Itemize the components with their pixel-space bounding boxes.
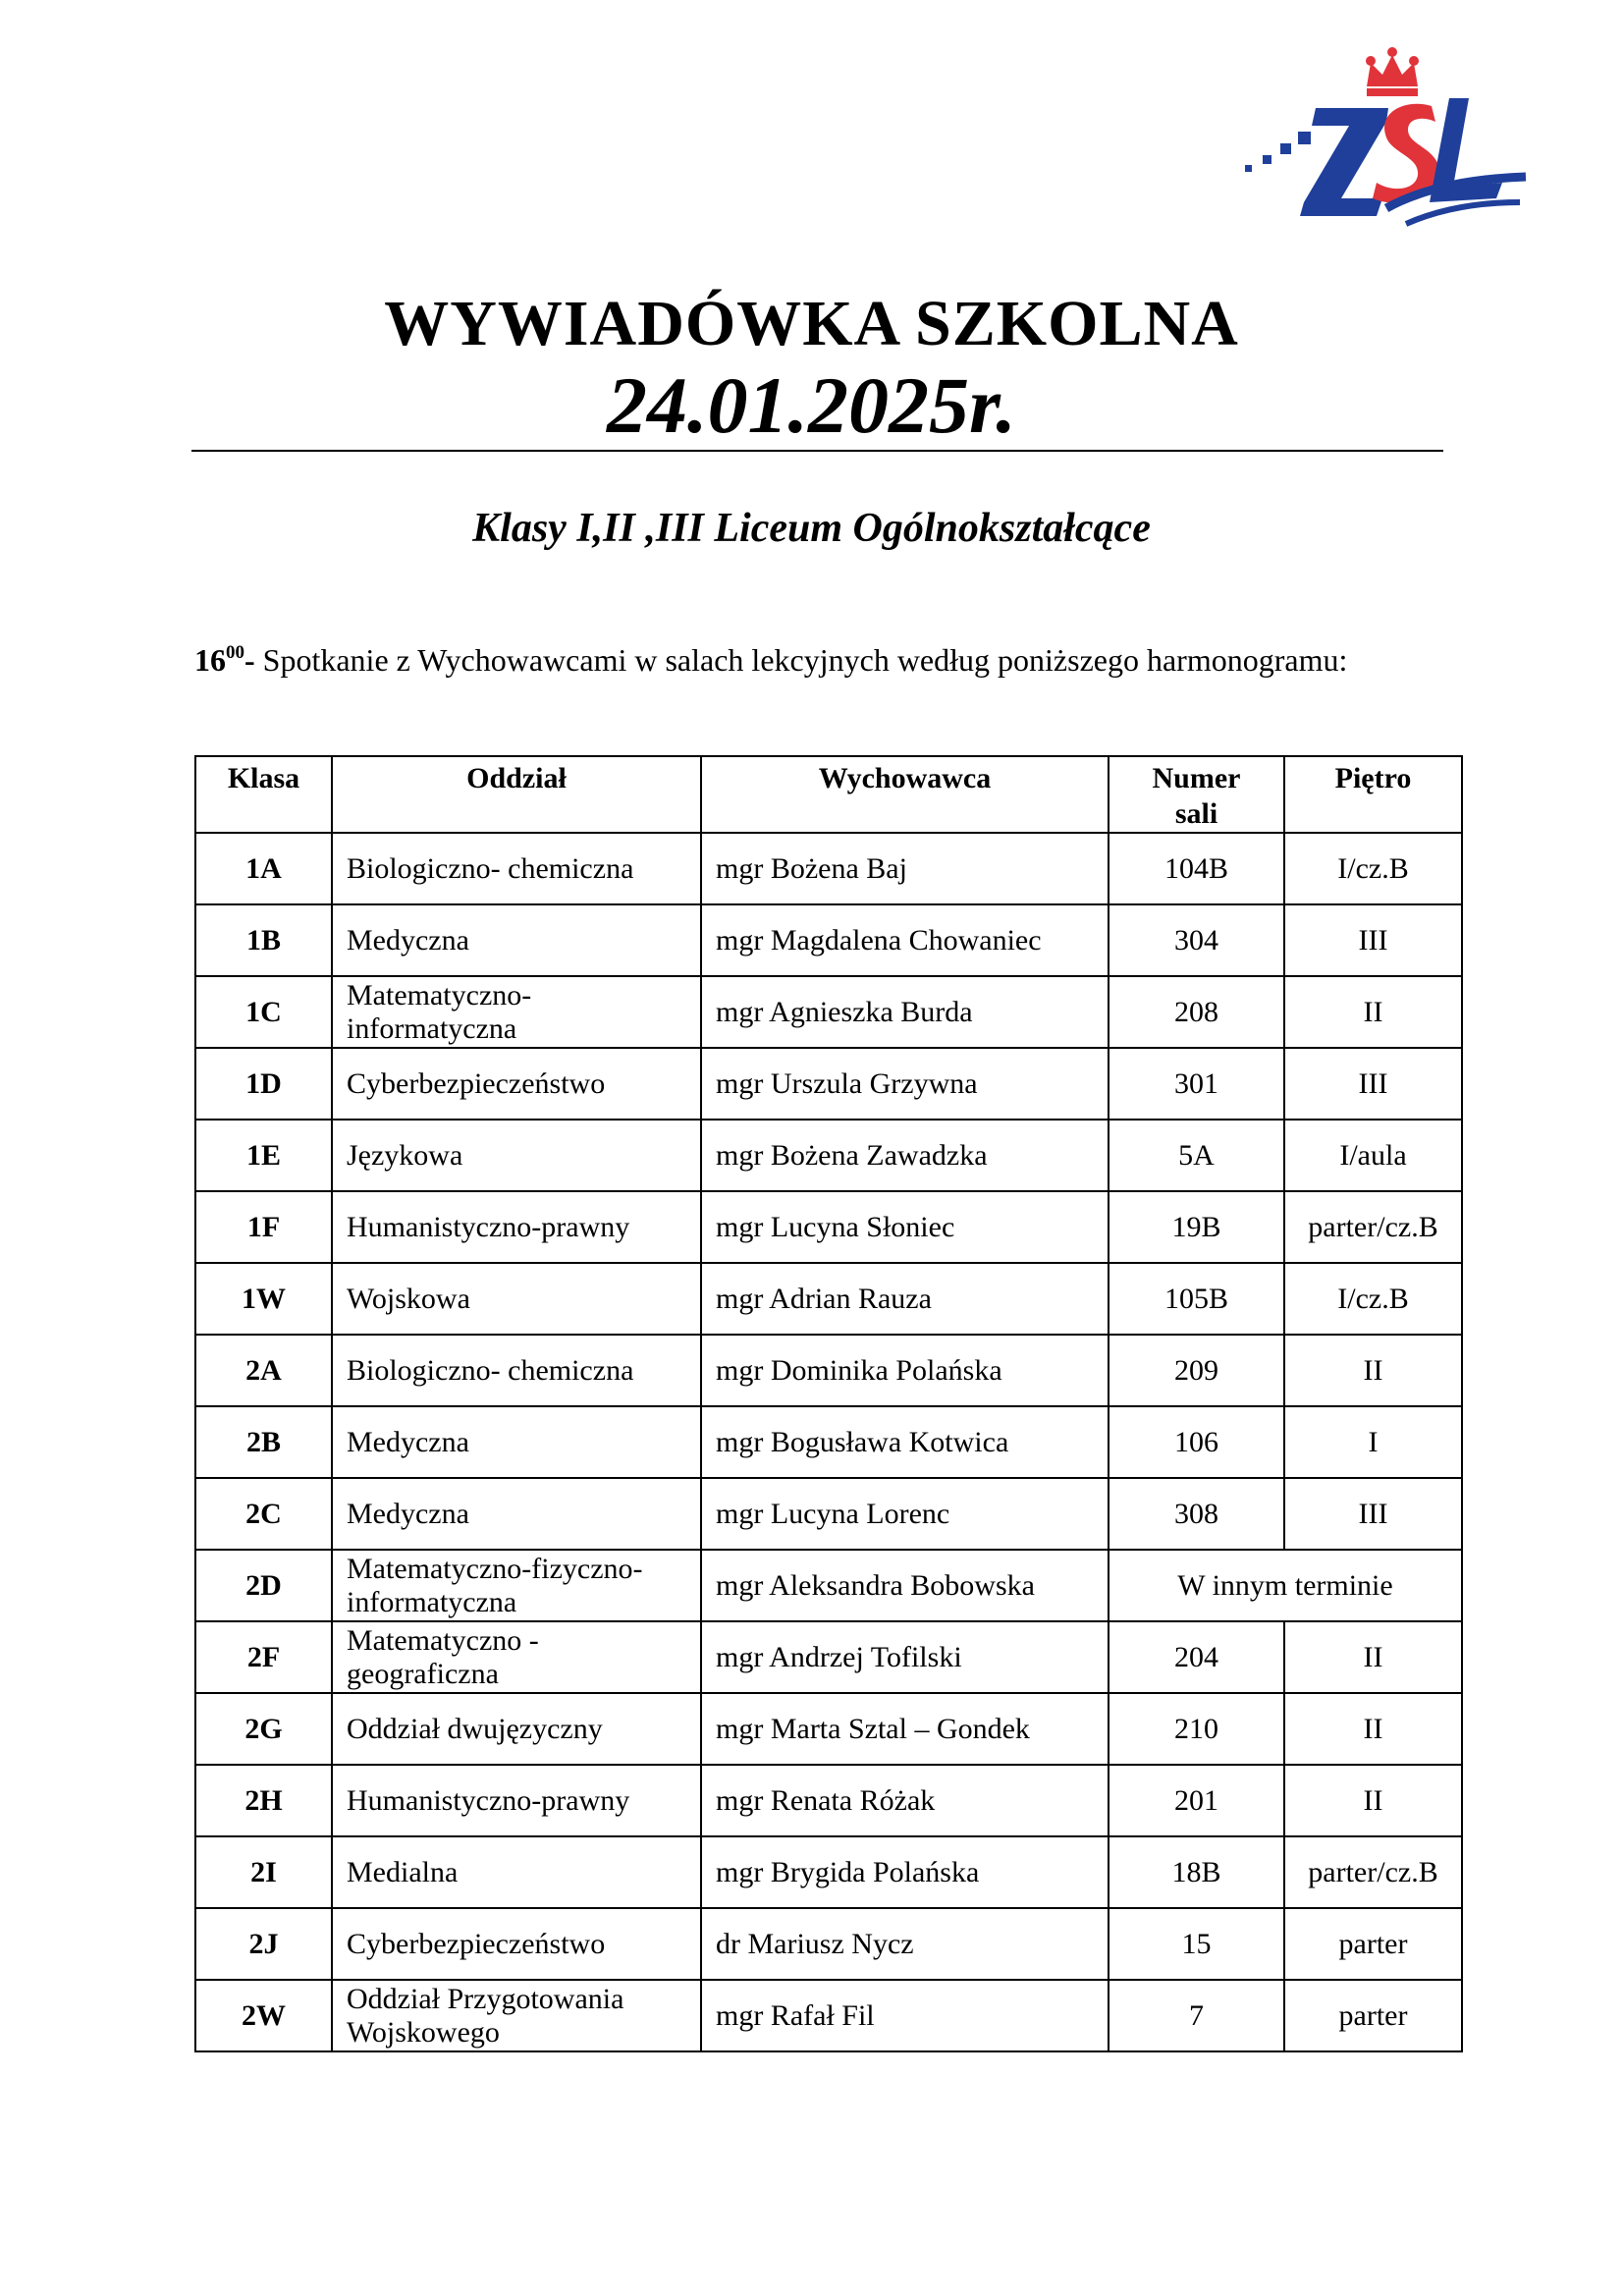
cell-klasa: 2A — [195, 1335, 332, 1406]
cell-numer-sali: 7 — [1109, 1980, 1284, 2051]
table-row — [195, 1406, 1462, 1478]
schedule-table — [194, 755, 1463, 2052]
cell-pietro: I/cz.B — [1284, 1263, 1462, 1335]
cell-klasa: 2G — [195, 1693, 332, 1765]
cell-wychowawca: mgr Lucyna Lorenc — [701, 1478, 1109, 1550]
intro-text — [194, 638, 1471, 682]
cell-numer-sali: 208 — [1109, 976, 1284, 1048]
time-dash: - — [244, 642, 255, 678]
page-title: WYWIADÓWKA SZKOLNA — [384, 288, 1239, 359]
cell-pietro: II — [1284, 1765, 1462, 1836]
table-row — [195, 1980, 1462, 2051]
cell-numer-sali: 5A — [1109, 1120, 1284, 1191]
table-row — [195, 1048, 1462, 1120]
cell-wychowawca: mgr Renata Różak — [701, 1765, 1109, 1836]
cell-klasa: 1B — [195, 904, 332, 976]
cell-klasa: 2C — [195, 1478, 332, 1550]
cell-numer-sali: 308 — [1109, 1478, 1284, 1550]
cell-klasa: 2D — [195, 1550, 332, 1621]
cell-numer-sali: 104B — [1109, 833, 1284, 904]
time-minutes: 00 — [226, 642, 244, 663]
header-pietro: Piętro — [1284, 756, 1462, 833]
table-row — [195, 1335, 1462, 1406]
cell-oddzial: Matematyczno - geograficzna — [332, 1621, 701, 1693]
cell-oddzial: Oddział dwujęzyczny — [332, 1693, 701, 1765]
cell-pietro: parter — [1284, 1980, 1462, 2051]
cell-wychowawca: mgr Bożena Zawadzka — [701, 1120, 1109, 1191]
cell-oddzial: Wojskowa — [332, 1263, 701, 1335]
cell-pietro: I — [1284, 1406, 1462, 1478]
cell-oddzial: Medyczna — [332, 1406, 701, 1478]
header-numer-sali — [1109, 756, 1284, 833]
cell-oddzial: Biologiczno- chemiczna — [332, 1335, 701, 1406]
cell-klasa: 1F — [195, 1191, 332, 1263]
table-row — [195, 833, 1462, 904]
cell-numer-sali: 15 — [1109, 1908, 1284, 1980]
table-row — [195, 1478, 1462, 1550]
cell-pietro: II — [1284, 1335, 1462, 1406]
table-row — [195, 1765, 1462, 1836]
cell-wychowawca: mgr Agnieszka Burda — [701, 976, 1109, 1048]
cell-wychowawca: mgr Brygida Polańska — [701, 1836, 1109, 1908]
table-row — [195, 1191, 1462, 1263]
cell-klasa: 2H — [195, 1765, 332, 1836]
cell-wychowawca: mgr Bożena Baj — [701, 833, 1109, 904]
cell-pietro: I/aula — [1284, 1120, 1462, 1191]
cell-wychowawca: mgr Adrian Rauza — [701, 1263, 1109, 1335]
cell-klasa: 1W — [195, 1263, 332, 1335]
cell-wychowawca: mgr Dominika Polańska — [701, 1335, 1109, 1406]
cell-wychowawca: dr Mariusz Nycz — [701, 1908, 1109, 1980]
table-row — [195, 1120, 1462, 1191]
cell-klasa: 2W — [195, 1980, 332, 2051]
cell-klasa: 2F — [195, 1621, 332, 1693]
cell-klasa: 2B — [195, 1406, 332, 1478]
cell-pietro: II — [1284, 1693, 1462, 1765]
cell-pietro: parter/cz.B — [1284, 1836, 1462, 1908]
school-logo — [1239, 29, 1534, 241]
crown-icon — [1366, 47, 1419, 96]
cell-termin: W innym terminie — [1109, 1550, 1462, 1621]
cell-oddzial: Humanistyczno-prawny — [332, 1191, 701, 1263]
header-sali: sali — [1174, 797, 1218, 830]
cell-pietro: II — [1284, 1621, 1462, 1693]
cell-klasa: 1C — [195, 976, 332, 1048]
cell-pietro: I/cz.B — [1284, 833, 1462, 904]
table-row — [195, 1693, 1462, 1765]
meeting-time — [194, 642, 255, 678]
cell-numer-sali: 304 — [1109, 904, 1284, 976]
cell-klasa: 2J — [195, 1908, 332, 1980]
cell-wychowawca: mgr Urszula Grzywna — [701, 1048, 1109, 1120]
cell-oddzial: Cyberbezpieczeństwo — [332, 1908, 701, 1980]
title-divider — [191, 450, 1443, 452]
header-klasa: Klasa — [195, 756, 332, 833]
cell-pietro: III — [1284, 904, 1462, 976]
time-hour: 16 — [194, 642, 226, 678]
table-row — [195, 1550, 1462, 1621]
table-row — [195, 1621, 1462, 1693]
cell-numer-sali: 209 — [1109, 1335, 1284, 1406]
cell-wychowawca: mgr Marta Sztal – Gondek — [701, 1693, 1109, 1765]
header-numer: Numer — [1152, 762, 1241, 794]
header-wychowawca: Wychowawca — [701, 756, 1109, 833]
cell-numer-sali: 19B — [1109, 1191, 1284, 1263]
cell-numer-sali: 106 — [1109, 1406, 1284, 1478]
letter-z-icon — [1300, 108, 1388, 216]
cell-oddzial: Językowa — [332, 1120, 701, 1191]
cell-wychowawca: mgr Aleksandra Bobowska — [701, 1550, 1109, 1621]
cell-wychowawca: mgr Andrzej Tofilski — [701, 1621, 1109, 1693]
meeting-date: 24.01.2025r. — [607, 360, 1016, 450]
cell-klasa: 2I — [195, 1836, 332, 1908]
cell-wychowawca: mgr Bogusława Kotwica — [701, 1406, 1109, 1478]
cell-wychowawca: mgr Rafał Fil — [701, 1980, 1109, 2051]
cell-numer-sali: 18B — [1109, 1836, 1284, 1908]
table-row — [195, 904, 1462, 976]
cell-oddzial: Cyberbezpieczeństwo — [332, 1048, 701, 1120]
cell-oddzial: Oddział Przygotowania Wojskowego — [332, 1980, 701, 2051]
cell-wychowawca: mgr Magdalena Chowaniec — [701, 904, 1109, 976]
cell-pietro: parter — [1284, 1908, 1462, 1980]
table-header-row — [195, 756, 1462, 833]
cell-oddzial: Biologiczno- chemiczna — [332, 833, 701, 904]
cell-pietro: parter/cz.B — [1284, 1191, 1462, 1263]
cell-oddzial: Matematyczno-fizyczno-informatyczna — [332, 1550, 701, 1621]
cell-oddzial: Medyczna — [332, 1478, 701, 1550]
table-row — [195, 1836, 1462, 1908]
cell-oddzial: Medialna — [332, 1836, 701, 1908]
table-row — [195, 1908, 1462, 1980]
cell-oddzial: Humanistyczno-prawny — [332, 1765, 701, 1836]
cell-oddzial: Medyczna — [332, 904, 701, 976]
cell-oddzial: Matematyczno-informatyczna — [332, 976, 701, 1048]
page-subtitle: Klasy I,II ,III Liceum Ogólnokształcące — [472, 506, 1151, 551]
cell-numer-sali: 210 — [1109, 1693, 1284, 1765]
cell-klasa: 1A — [195, 833, 332, 904]
cell-numer-sali: 201 — [1109, 1765, 1284, 1836]
cell-klasa: 1E — [195, 1120, 332, 1191]
header-oddzial: Oddział — [332, 756, 701, 833]
cell-numer-sali: 204 — [1109, 1621, 1284, 1693]
cell-pietro: III — [1284, 1048, 1462, 1120]
cell-numer-sali: 105B — [1109, 1263, 1284, 1335]
dots-icon — [1245, 132, 1311, 172]
table-row — [195, 1263, 1462, 1335]
table-row — [195, 976, 1462, 1048]
cell-klasa: 1D — [195, 1048, 332, 1120]
cell-numer-sali: 301 — [1109, 1048, 1284, 1120]
cell-wychowawca: mgr Lucyna Słoniec — [701, 1191, 1109, 1263]
cell-pietro: III — [1284, 1478, 1462, 1550]
intro-description: Spotkanie z Wychowawcami w salach lekcyjnych według poniższego harmonogramu: — [254, 642, 1348, 678]
cell-pietro: II — [1284, 976, 1462, 1048]
